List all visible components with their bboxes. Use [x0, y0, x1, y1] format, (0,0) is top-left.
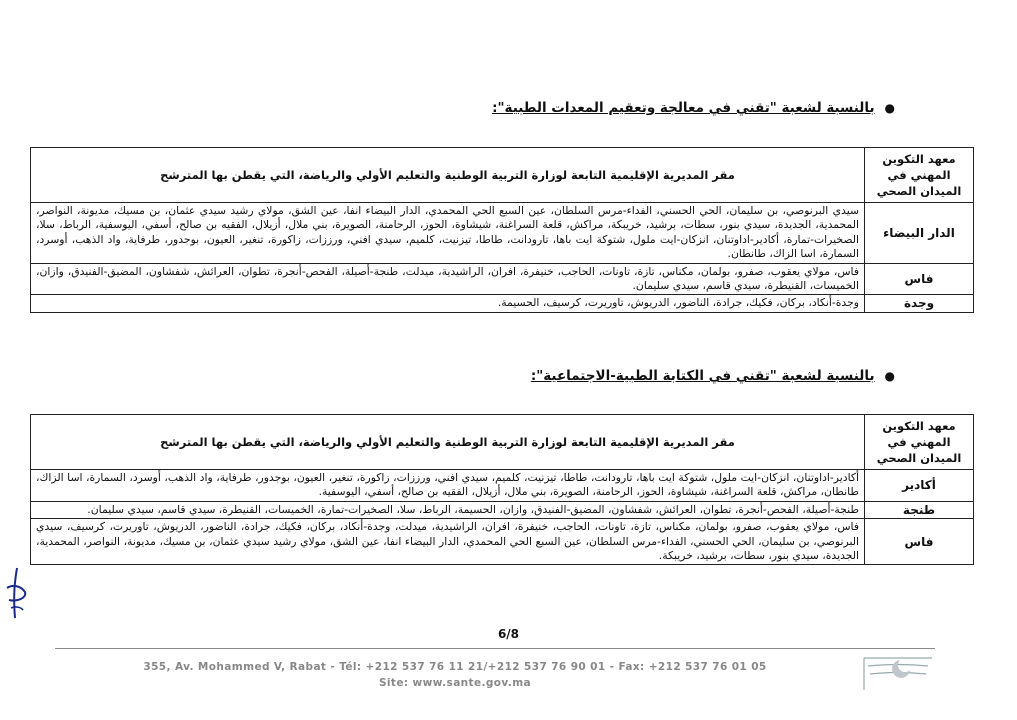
section-title-sterilization: ●بالنسبة لشعبة "تقني في معالجة وتعقيم المعدات الطبية":: [492, 100, 895, 116]
table-header-row: [31, 415, 974, 470]
header-institute: معهد التكوين المهني في الميدان الصحي: [865, 148, 974, 203]
header-directorate: مقر المديرية الإقليمية التابعة لوزارة التربية الوطنية والتعليم الأولي والرياضة، التي يقطن بها المترشح: [31, 148, 865, 203]
bullet-dot-icon: ●: [884, 369, 895, 383]
footer-divider: [55, 648, 935, 649]
table-row: [31, 203, 974, 264]
footer-site-link[interactable]: Site: www.sante.gov.ma: [378, 677, 532, 689]
row-directorates: فاس، مولاي يعقوب، صفرو، بولمان، مكناس، تازة، تاونات، الحاجب، خنيفرة، افران، الراشيدية، ميدلت، وجدة-أنكاد، بركان، فكيك، جرادة، الناضور، الدريوش، تاوريرت، كرسيف، سيدي البرنوصي، بن سليمان، الحي الحسني، الفداء-مرس السلطان، عين السبع الحي المحمدي، الدار البيضاء انفا، عين الشق، مولاي رشيد سيدي عثمان، بن مسيك، مديونة، النواصر، المحمدية، الجديدة، سيدي بنور، سطات، برشيد، خريبكة.: [31, 519, 865, 565]
institute-table-sterilization: [30, 147, 974, 313]
row-directorates: فاس، مولاي يعقوب، صفرو، بولمان، مكناس، تازة، تاونات، الحاجب، خنيفرة، افران، الراشيدية، ميدلت، طنجة-أصيلة، الفحص-أنجرة، تطوان، العرائش، شفشاون، المضيق-الفنيدق، وازان، الخميسات، القنيطرة، سيدي قاسم، سيدي سليمان.: [31, 263, 865, 295]
row-city: فاس: [865, 519, 974, 565]
table-row: [31, 470, 974, 502]
table-row: [31, 263, 974, 295]
institute-table-medical-secretary: [30, 414, 974, 565]
row-city: وجدة: [865, 295, 974, 312]
row-city: طنجة: [865, 501, 974, 518]
header-directorate: مقر المديرية الإقليمية التابعة لوزارة التربية الوطنية والتعليم الأولي والرياضة، التي يقطن بها المترشح: [31, 415, 865, 470]
handwritten-mark-icon: [3, 566, 31, 622]
row-city: فاس: [865, 263, 974, 295]
table-row: [31, 501, 974, 518]
ministry-logo-icon: [858, 652, 938, 694]
footer-address: 355, Av. Mohammed V, Rabat - Tél: +212 537 76 11 21/+212 537 76 90 01 - Fax: +212 537 76 01 05: [143, 661, 767, 673]
row-city: أكادير: [865, 470, 974, 502]
table-header-row: [31, 148, 974, 203]
row-directorates: أكادير-اداوتنان، انزكان-ايت ملول، شتوكة ايت باها، تارودانت، طاطا، تيزنيت، كلميم، سيدي افني، ورززات، زاكورة، تنغير، العيون، بوجدور، طرفاية، واد الذهب، أوسرد، السمارة، اسا الزاك، طانطان، مراكش، قلعة السراغنة، شيشاوة، الحوز، الرحامنة، الصويرة، بني ملال، أزيلال، الفقيه بن صالح، أسفي، اليوسفية.: [31, 470, 865, 502]
row-directorates: سيدي البرنوصي، بن سليمان، الحي الحسني، الفداء-مرس السلطان، عين السبع الحي المحمدي، الدار البيضاء انفا، عين الشق، مولاي رشيد سيدي عثمان، بن مسيك، مديونة، النواصر، المحمدية، الجديدة، سيدي بنور، سطات، برشيد، خريبكة، مراكش، قلعة السراغنة، شيشاوة، الحوز، الرحامنة، الصويرة، بني ملال، أزيلال، الفقيه بن صالح، أسفي، اليوسفية، الرباط، سلا، الصخيرات-تمارة، أكادير-اداوتنان، انزكان-ايت ملول، شتوكة ايت باها، تارودانت، طاطا، تيزنيت، كلميم، سيدي افني، ورززات، زاكورة، تنغير، العيون، بوجدور، طرفاية، واد الذهب، أوسرد، السمارة، اسا الزاك، طانطان.: [31, 203, 865, 264]
page-number: 6/8: [497, 627, 520, 641]
row-directorates: طنجة-أصيلة، الفحص-أنجرة، تطوان، العرائش، شفشاون، المضيق-الفنيدق، وازان، الحسيمة، الرباط، سلا، الصخيرات-تمارة، الخميسات، القنيطرة، سيدي قاسم، سيدي سليمان.: [31, 501, 865, 518]
section-title-medical-secretary: ●بالنسبة لشعبة "تقني في الكتابة الطبية-الاجتماعية":: [530, 368, 895, 384]
table-row: [31, 519, 974, 565]
bullet-dot-icon: ●: [884, 101, 895, 115]
header-institute: معهد التكوين المهني في الميدان الصحي: [865, 415, 974, 470]
row-city: الدار البيضاء: [865, 203, 974, 264]
table-row: [31, 295, 974, 312]
row-directorates: وجدة-أنكاد، بركان، فكيك، جرادة، الناضور، الدريوش، تاوريرت، كرسيف، الحسيمة.: [31, 295, 865, 312]
